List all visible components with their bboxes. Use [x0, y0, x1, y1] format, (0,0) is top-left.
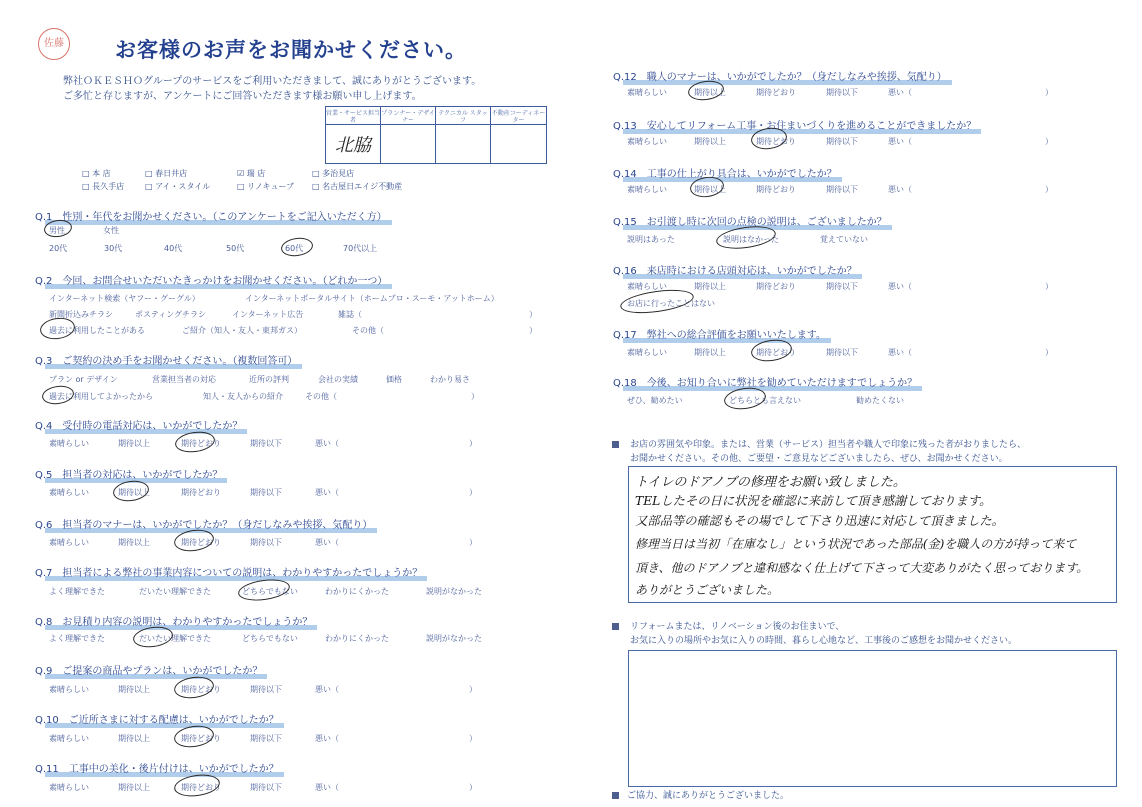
- q8-option-1[interactable]: よく理解できた: [49, 634, 105, 643]
- q8-option-3[interactable]: どちらでもない: [242, 634, 298, 643]
- q16-option-1[interactable]: 素晴らしい: [627, 282, 667, 291]
- q2-title: Q.2 今回、お問合せいただいたきっかけをお聞かせください。（どれか一つ）: [35, 272, 387, 287]
- q3-option-reputation[interactable]: 近所の評判: [249, 375, 289, 384]
- q5-circle: [112, 479, 150, 504]
- reform-prompt-line-2: お気に入りの場所やお気に入りの時間、暮らし心地など、工事後のご感想をお聞かせください。: [630, 636, 1018, 646]
- q1-option-50s[interactable]: 50代: [226, 244, 245, 253]
- staff-empty-cell: [381, 125, 436, 163]
- q14-option-5[interactable]: 悪い（: [888, 185, 912, 194]
- q17-circle: [750, 337, 794, 364]
- q14-paren-close: ）: [1045, 185, 1053, 194]
- reform-box[interactable]: [628, 650, 1117, 787]
- q6-option-2[interactable]: 期待以上: [118, 538, 150, 547]
- q4-title: Q.4 受付時の電話対応は、いかがでしたか？: [35, 417, 242, 432]
- q7-option-5[interactable]: 説明がなかった: [426, 587, 482, 596]
- q1-option-male[interactable]: 男性: [49, 226, 65, 235]
- section-bullet-footer: [612, 792, 619, 799]
- q13-paren-close: ）: [1045, 137, 1053, 146]
- q7-title: Q.7 担当者による弊社の事業内容についての説明は、わかりやすかったでしょうか？: [35, 564, 422, 579]
- q13-title: Q.13 安心してリフォーム工事・お住まいづくりを進めることができましたか？: [613, 117, 976, 132]
- staff-table: [325, 106, 547, 164]
- q7-option-3[interactable]: どちらでもない: [242, 587, 298, 596]
- store-honten[interactable]: □ 本 店: [82, 169, 111, 178]
- q4-option-2[interactable]: 期待以上: [118, 439, 150, 448]
- q3-circle: [41, 384, 75, 406]
- footer-thanks: ご協力、誠にありがとうございました。: [627, 791, 790, 801]
- q10-option-4[interactable]: 期待以下: [250, 734, 282, 743]
- q3-option-friend[interactable]: 知人・友人からの紹介: [203, 392, 283, 401]
- q9-title: Q.9 ご提案の商品やプランは、いかがでしたか？: [35, 662, 262, 677]
- feedback-prompt-line-1: お店の雰囲気や印象。または、営業（サービス）担当者や職人で印象に残った者がおりましたら、: [630, 440, 1027, 450]
- q11-option-4[interactable]: 期待以下: [250, 783, 282, 792]
- q15-title: Q.15 お引渡し時に次回の点検の説明は、ございましたか？: [613, 213, 887, 228]
- q3-option-clarity[interactable]: わかり易さ: [430, 375, 470, 384]
- store-renocube[interactable]: □ リノキューブ: [237, 182, 295, 191]
- q14-title: Q.14 工事の仕上がり具合は、いかがでしたか？: [613, 165, 837, 180]
- q3-option-past[interactable]: 過去に利用してよかったから: [49, 392, 153, 401]
- q1-option-60s[interactable]: 60代: [285, 244, 304, 253]
- q2-option-ad[interactable]: インターネット広告: [232, 310, 304, 319]
- q6-title: Q.6 担当者のマナーは、いかがでしたか？（身だしなみや挨拶、気配り）: [35, 516, 372, 531]
- intro-line-2: ご多忙と存じますが、アンケートにご回答いただきます様お願い申し上げます。: [63, 91, 422, 102]
- staff-header-planner: プランナー・デザイナー: [381, 107, 436, 125]
- q9-option-1[interactable]: 素晴らしい: [49, 685, 89, 694]
- q10-option-2[interactable]: 期待以上: [118, 734, 150, 743]
- q5-option-3[interactable]: 期待どおり: [181, 488, 221, 497]
- q7-option-4[interactable]: わかりにくかった: [325, 587, 389, 596]
- staff-empty-cell: [436, 125, 491, 163]
- q12-option-1[interactable]: 素晴らしい: [627, 88, 667, 97]
- q11-option-3[interactable]: 期待どおり: [181, 783, 221, 792]
- q13-option-5[interactable]: 悪い（: [888, 137, 912, 146]
- q11-title: Q.11 工事中の美化・後片付けは、いかがでしたか？: [35, 760, 279, 775]
- q10-option-3[interactable]: 期待どおり: [181, 734, 221, 743]
- feedback-line-1: トイレのドアノブの修理をお願い致しました。: [635, 475, 906, 490]
- q12-option-3[interactable]: 期待どおり: [756, 88, 796, 97]
- q1-option-70s[interactable]: 70代以上: [343, 244, 378, 253]
- staff-empty-cell: [491, 125, 546, 163]
- q8-option-5[interactable]: 説明がなかった: [426, 634, 482, 643]
- q12-option-4[interactable]: 期待以下: [826, 88, 858, 97]
- q11-circle: [173, 772, 221, 799]
- q2-option-past[interactable]: 過去に利用したことがある: [49, 326, 145, 335]
- q13-option-1[interactable]: 素晴らしい: [627, 137, 667, 146]
- q16-option-5[interactable]: 悪い（: [888, 282, 912, 291]
- q6-circle: [173, 527, 216, 553]
- feedback-line-4: 修理当日は当初「在庫なし」という状況であった部品(金)を職人の方が持って来て: [635, 537, 1077, 551]
- q9-option-5[interactable]: 悪い（: [315, 685, 339, 694]
- q2-option-portal[interactable]: インターネットポータルサイト（ホームプロ・スーモ・アットホーム）: [245, 294, 499, 303]
- q4-option-5[interactable]: 悪い（: [315, 439, 339, 448]
- q4-option-1[interactable]: 素晴らしい: [49, 439, 89, 448]
- q8-option-4[interactable]: わかりにくかった: [325, 634, 389, 643]
- staff-name: 北脇: [335, 135, 371, 156]
- q9-circle: [173, 674, 216, 700]
- seal-stamp: 佐藤: [38, 28, 70, 60]
- q14-option-3[interactable]: 期待どおり: [756, 185, 796, 194]
- q8-title: Q.8 お見積り内容の説明は、わかりやすかったでしょうか？: [35, 613, 312, 628]
- q14-option-4[interactable]: 期待以下: [826, 185, 858, 194]
- q6-option-1[interactable]: 素晴らしい: [49, 538, 89, 547]
- q17-title: Q.17 弊社への総合評価をお願いいたします。: [613, 326, 826, 341]
- intro-text: [63, 74, 481, 104]
- q8-circle: [132, 624, 174, 649]
- q4-option-4[interactable]: 期待以下: [250, 439, 282, 448]
- feedback-prompt-line-2: お聞かせください。その他、ご要望・ご意見などございましたら、ぜひ、お聞かせください。: [630, 454, 1008, 464]
- q16-paren-close: ）: [1045, 282, 1053, 291]
- q17-option-2[interactable]: 期待以上: [694, 348, 726, 357]
- feedback-line-2: TELしたその日に状況を確認に来訪して頂き感謝しております。: [635, 494, 992, 508]
- q11-option-5[interactable]: 悪い（: [315, 783, 339, 792]
- q11-option-2[interactable]: 期待以上: [118, 783, 150, 792]
- q7-circle: [237, 576, 291, 603]
- q1-circle-60s: [280, 236, 314, 258]
- q9-option-3[interactable]: 期待どおり: [181, 685, 221, 694]
- q17-option-4[interactable]: 期待以下: [826, 348, 858, 357]
- q2-option-search[interactable]: インターネット検索（ヤフー・グーグル）: [49, 294, 200, 303]
- q2-option-magazine[interactable]: 雑誌（: [338, 310, 362, 319]
- store-istyle[interactable]: □ アイ・スタイル: [145, 182, 211, 191]
- q2-option-other[interactable]: その他（: [352, 326, 384, 335]
- q9-option-4[interactable]: 期待以下: [250, 685, 282, 694]
- q2-circle: [39, 316, 77, 342]
- q4-circle: [174, 429, 216, 454]
- q12-option-5[interactable]: 悪い（: [888, 88, 912, 97]
- q2-paren-close2: ）: [529, 326, 537, 335]
- staff-header-tech: テクニカル スタッフ: [436, 107, 491, 125]
- q15-option-3[interactable]: 覚えていない: [820, 235, 868, 244]
- q18-title: Q.18 今後、お知り合いに弊社を勧めていただけますでしょうか？: [613, 374, 917, 389]
- q5-option-1[interactable]: 素晴らしい: [49, 488, 89, 497]
- q17-option-3[interactable]: 期待どおり: [756, 348, 796, 357]
- store-nagoya[interactable]: □ 名古屋日エイジ不動産: [312, 182, 403, 191]
- store-kasugai[interactable]: □ 春日井店: [145, 169, 188, 178]
- q3-option-price[interactable]: 価格: [386, 375, 402, 384]
- q15-option-2[interactable]: 説明はなかった: [723, 235, 779, 244]
- q6-paren-close: ）: [469, 538, 477, 547]
- q5-title: Q.5 担当者の対応は、いかがでしたか？: [35, 466, 222, 481]
- q1-option-30s[interactable]: 30代: [104, 244, 123, 253]
- q12-title: Q.12 職人のマナーは、いかがでしたか？（身だしなみや挨拶、気配り）: [613, 68, 947, 83]
- q14-option-1[interactable]: 素晴らしい: [627, 185, 667, 194]
- q13-option-2[interactable]: 期待以上: [694, 137, 726, 146]
- q3-option-sales[interactable]: 営業担当者の対応: [152, 375, 216, 384]
- q10-option-1[interactable]: 素晴らしい: [49, 734, 89, 743]
- q18-option-3[interactable]: 勧めたくない: [856, 396, 904, 405]
- staff-name-cell: [326, 125, 381, 163]
- q6-option-5[interactable]: 悪い（: [315, 538, 339, 547]
- q18-option-1[interactable]: ぜひ、勧めたい: [627, 396, 683, 405]
- feedback-line-6: ありがとうございました。: [635, 583, 780, 597]
- q3-paren-close: ）: [471, 392, 479, 401]
- q7-option-2[interactable]: だいたい理解できた: [139, 587, 211, 596]
- q2-option-flyer[interactable]: 新聞折込みチラシ: [49, 310, 113, 319]
- q8-option-2[interactable]: だいたい理解できた: [139, 634, 211, 643]
- q15-option-1[interactable]: 説明はあった: [627, 235, 675, 244]
- store-tajimi[interactable]: □ 多治見店: [312, 169, 355, 178]
- q18-option-2[interactable]: どちらとも言えない: [729, 396, 801, 405]
- q14-option-2[interactable]: 期待以上: [694, 185, 726, 194]
- q5-option-4[interactable]: 期待以下: [250, 488, 282, 497]
- reform-prompt-line-1: リフォームまたは、リノベーション後のお住まいで、: [630, 622, 845, 632]
- q2-option-posting[interactable]: ポスティングチラシ: [135, 310, 207, 319]
- staff-header-realestate: 不動産コーディネーター: [491, 107, 546, 125]
- q2-paren-close: ）: [529, 310, 537, 319]
- q18-circle: [723, 385, 768, 412]
- q13-option-3[interactable]: 期待どおり: [756, 137, 796, 146]
- q6-option-4[interactable]: 期待以下: [250, 538, 282, 547]
- q3-title: Q.3 ご契約の決め手をお聞かせください。（複数回答可）: [35, 352, 297, 367]
- q2-option-referral[interactable]: ご紹介（知人・友人・東邦ガス）: [182, 326, 302, 335]
- q11-paren-close: ）: [469, 783, 477, 792]
- q4-paren-close: ）: [469, 439, 477, 448]
- q17-paren-close: ）: [1045, 348, 1053, 357]
- q5-option-2[interactable]: 期待以上: [118, 488, 150, 497]
- q10-option-5[interactable]: 悪い（: [315, 734, 339, 743]
- feedback-line-5: 頂き、他のドアノブと違和感なく仕上げて下さって大変ありがたく思っております。: [635, 561, 1089, 575]
- q5-paren-close: ）: [469, 488, 477, 497]
- q3-option-other[interactable]: その他（: [305, 392, 337, 401]
- section-bullet-reform: [612, 623, 619, 630]
- q16-option-6[interactable]: お店に行ったことはない: [627, 299, 715, 308]
- q10-circle: [173, 723, 216, 749]
- intro-line-1: 弊社ＯＫＥＳＨＯグループのサービスをご利用いただきまして、誠にありがとうございます。: [63, 76, 482, 87]
- feedback-box[interactable]: [628, 466, 1117, 603]
- q13-option-4[interactable]: 期待以下: [826, 137, 858, 146]
- q3-option-plan[interactable]: プラン or デザイン: [49, 375, 118, 384]
- q4-option-3[interactable]: 期待どおり: [181, 439, 221, 448]
- q17-option-1[interactable]: 素晴らしい: [627, 348, 667, 357]
- page-title: お客様のお声をお聞かせください。: [115, 38, 467, 62]
- staff-header-sales: 営業・サービス担当者: [326, 107, 381, 125]
- store-mizu[interactable]: ☑ 瑞 店: [237, 169, 266, 178]
- q1-title: Q.1 性別・年代をお聞かせください。（このアンケートをご記入いただく方）: [35, 208, 387, 223]
- q16-title: Q.16 来店時における店頭対応は、いかがでしたか？: [613, 262, 857, 277]
- section-bullet-feedback: [612, 441, 619, 448]
- q3-option-record[interactable]: 会社の実績: [318, 375, 358, 384]
- q11-option-1[interactable]: 素晴らしい: [49, 783, 89, 792]
- q16-option-4[interactable]: 期待以下: [826, 282, 858, 291]
- q5-option-5[interactable]: 悪い（: [315, 488, 339, 497]
- q10-title: Q.10 ご近所さまに対する配慮は、いかがでしたか？: [35, 711, 279, 726]
- q1-option-female[interactable]: 女性: [103, 226, 119, 235]
- q10-paren-close: ）: [469, 734, 477, 743]
- q16-option-3[interactable]: 期待どおり: [756, 282, 796, 291]
- q6-option-3[interactable]: 期待どおり: [181, 538, 221, 547]
- feedback-line-3: 又部品等の確認もその場でして下さり迅速に対応して頂きました。: [635, 514, 1004, 528]
- q17-option-5[interactable]: 悪い（: [888, 348, 912, 357]
- q12-option-2[interactable]: 期待以上: [694, 88, 726, 97]
- q9-option-2[interactable]: 期待以上: [118, 685, 150, 694]
- q16-option-2[interactable]: 期待以上: [694, 282, 726, 291]
- q1-option-20s[interactable]: 20代: [49, 244, 68, 253]
- q7-option-1[interactable]: よく理解できた: [49, 587, 105, 596]
- store-nagakute[interactable]: □ 長久手店: [82, 182, 125, 191]
- q12-paren-close: ）: [1045, 88, 1053, 97]
- q1-option-40s[interactable]: 40代: [164, 244, 183, 253]
- q9-paren-close: ）: [469, 685, 477, 694]
